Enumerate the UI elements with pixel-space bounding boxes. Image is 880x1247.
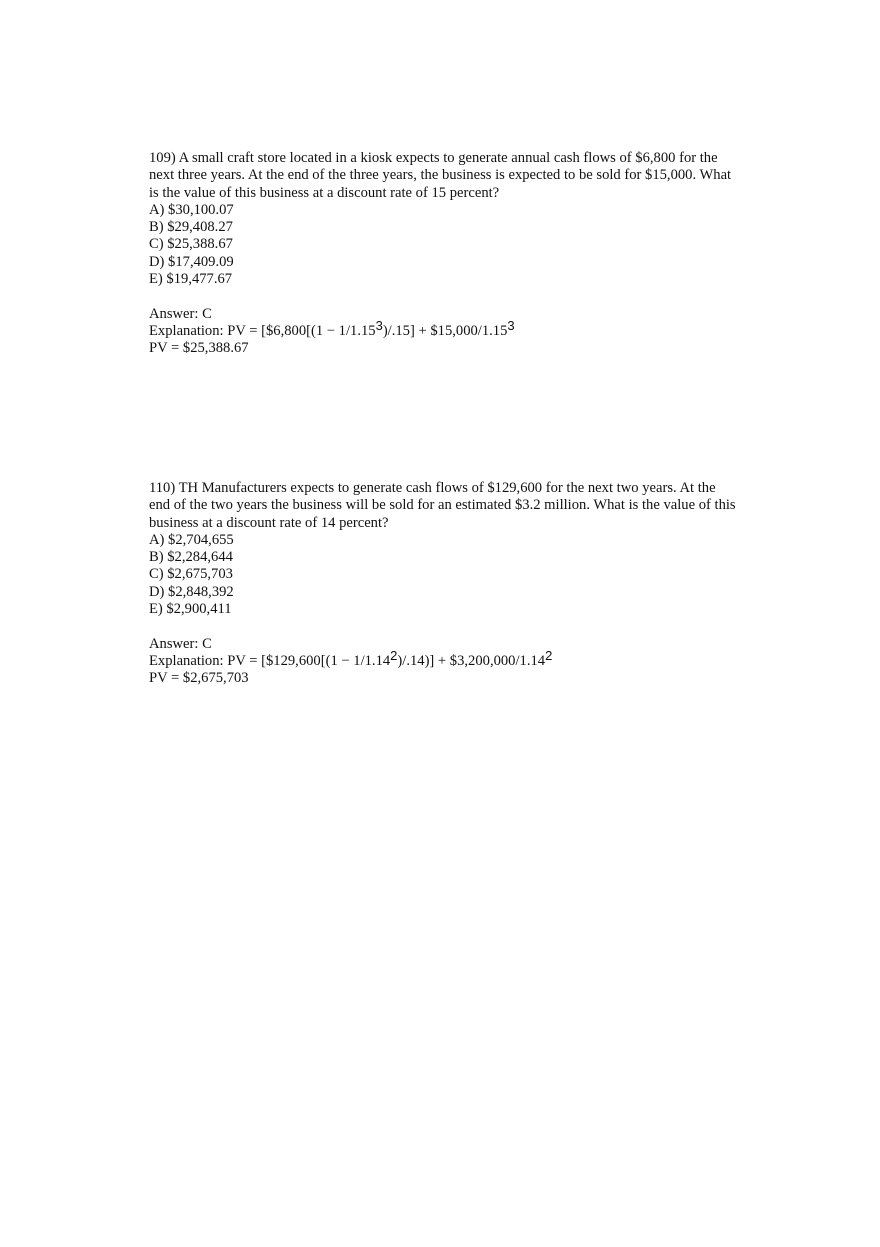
explanation-line <box>149 647 739 670</box>
answer-options <box>149 202 739 288</box>
spacer <box>149 288 739 305</box>
explanation-middle: )/.15] + $15,000/1.15 <box>382 322 508 339</box>
spacer <box>149 618 739 635</box>
explanation-line <box>149 317 739 340</box>
explanation-prefix: Explanation: PV = [$129,600[(1 − 1/1.14 <box>149 652 391 669</box>
question-stem: 109) A small craft store located in a kiosk expects to generate annual cash flows of $6,800 for the next three years. At the end of the three years, the business is expected to be sold for $15,000. What is the value of this business at a discount rate of 15 percent? <box>149 150 732 201</box>
option-b: B) $2,284,644 <box>149 549 233 566</box>
explanation-middle: )/.14)] + $3,200,000/1.14 <box>397 652 546 669</box>
explanation-prefix: Explanation: PV = [$6,800[(1 − 1/1.15 <box>149 322 376 339</box>
option-c: C) $2,675,703 <box>149 566 233 583</box>
option-e: E) $2,900,411 <box>149 601 232 618</box>
explanation-result: PV = $25,388.67 <box>149 340 249 357</box>
answer-options <box>149 532 739 618</box>
option-a: A) $30,100.07 <box>149 201 234 218</box>
option-b: B) $29,408.27 <box>149 219 233 236</box>
option-a: A) $2,704,655 <box>149 531 234 548</box>
option-d: D) $17,409.09 <box>149 253 234 270</box>
option-d: D) $2,848,392 <box>149 583 234 600</box>
question-stem: 110) TH Manufacturers expects to generate cash flows of $129,600 for the next two years. At the end of the two years the business will be sold for an estimated $3.2 million. What is the value of this business at a discount rate of 14 percent? <box>149 480 736 531</box>
option-c: C) $25,388.67 <box>149 236 233 253</box>
answer-line: Answer: C <box>149 305 212 322</box>
question-110 <box>149 480 739 688</box>
exponent: 2 <box>545 647 553 663</box>
exponent: 3 <box>375 317 383 333</box>
question-109 <box>149 150 739 358</box>
answer-line: Answer: C <box>149 635 212 652</box>
option-e: E) $19,477.67 <box>149 271 233 288</box>
exponent: 2 <box>390 647 398 663</box>
exponent: 3 <box>507 317 515 333</box>
explanation-result: PV = $2,675,703 <box>149 670 249 687</box>
